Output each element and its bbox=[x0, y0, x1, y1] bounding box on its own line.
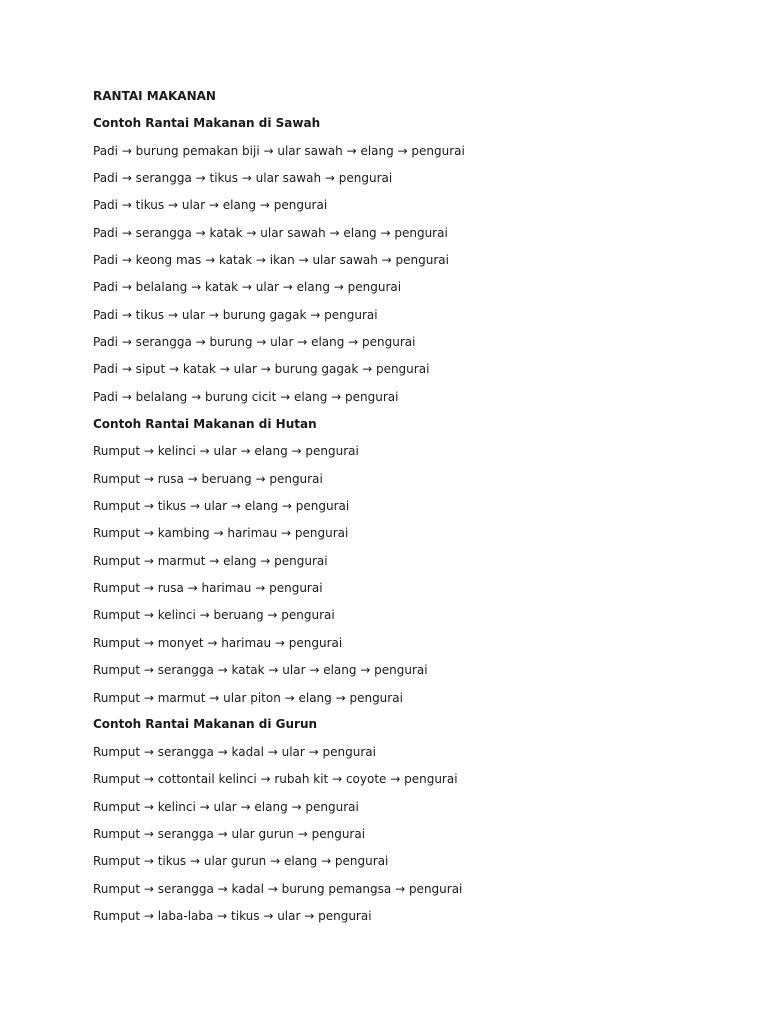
food-chain-line: Rumput → tikus → ular → elang → pengurai bbox=[93, 499, 350, 513]
food-chain-line: Rumput → marmut → elang → pengurai bbox=[93, 554, 328, 568]
food-chain-line: Padi → belalang → burung cicit → elang → pengurai bbox=[93, 390, 399, 404]
section-heading-sawah: Contoh Rantai Makanan di Sawah bbox=[93, 116, 321, 130]
food-chain-line: Padi → serangga → tikus → ular sawah → pengurai bbox=[93, 171, 393, 185]
food-chain-line: Rumput → monyet → harimau → pengurai bbox=[93, 636, 343, 650]
food-chain-line: Rumput → rusa → beruang → pengurai bbox=[93, 472, 323, 486]
food-chain-line: Padi → tikus → ular → elang → pengurai bbox=[93, 198, 328, 212]
section-heading-gurun: Contoh Rantai Makanan di Gurun bbox=[93, 717, 318, 731]
food-chain-line: Padi → keong mas → katak → ikan → ular sawah → pengurai bbox=[93, 253, 449, 267]
food-chain-line: Padi → burung pemakan biji → ular sawah → elang → pengurai bbox=[93, 144, 465, 158]
food-chain-line: Rumput → kelinci → ular → elang → pengurai bbox=[93, 444, 359, 458]
food-chain-line: Rumput → serangga → kadal → ular → pengurai bbox=[93, 745, 376, 759]
section-heading-hutan: Contoh Rantai Makanan di Hutan bbox=[93, 417, 317, 431]
food-chain-line: Rumput → laba-laba → tikus → ular → pengurai bbox=[93, 909, 372, 923]
food-chain-line: Padi → serangga → burung → ular → elang → pengurai bbox=[93, 335, 416, 349]
food-chain-line: Rumput → tikus → ular gurun → elang → pengurai bbox=[93, 854, 389, 868]
food-chain-line: Rumput → serangga → kadal → burung pemangsa → pengurai bbox=[93, 882, 463, 896]
food-chain-line: Rumput → marmut → ular piton → elang → pengurai bbox=[93, 691, 403, 705]
food-chain-line: Rumput → rusa → harimau → pengurai bbox=[93, 581, 323, 595]
food-chain-line: Rumput → cottontail kelinci → rubah kit → coyote → pengurai bbox=[93, 772, 458, 786]
food-chain-line: Rumput → serangga → ular gurun → pengurai bbox=[93, 827, 366, 841]
food-chain-line: Rumput → kelinci → beruang → pengurai bbox=[93, 608, 335, 622]
document-title: RANTAI MAKANAN bbox=[93, 89, 216, 103]
food-chain-line: Padi → belalang → katak → ular → elang → pengurai bbox=[93, 280, 402, 294]
food-chain-line: Padi → tikus → ular → burung gagak → pengurai bbox=[93, 308, 378, 322]
food-chain-line: Rumput → serangga → katak → ular → elang → pengurai bbox=[93, 663, 428, 677]
food-chain-line: Rumput → kambing → harimau → pengurai bbox=[93, 526, 349, 540]
food-chain-line: Padi → serangga → katak → ular sawah → elang → pengurai bbox=[93, 226, 448, 240]
food-chain-line: Padi → siput → katak → ular → burung gagak → pengurai bbox=[93, 362, 430, 376]
food-chain-line: Rumput → kelinci → ular → elang → pengurai bbox=[93, 800, 359, 814]
